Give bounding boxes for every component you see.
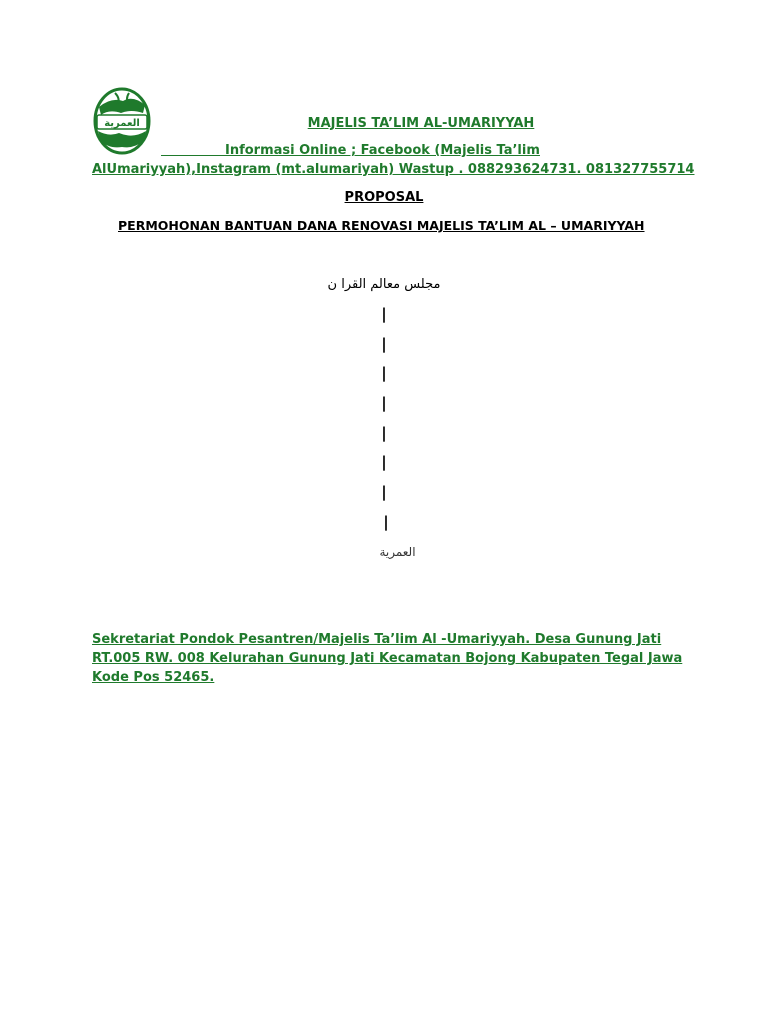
address-line-2: RT.005 RW. 008 Kelurahan Gunung Jati Kecamatan Bojong Kabupaten Tegal Jawa bbox=[92, 651, 683, 666]
arabic-heading: مجلس معالم القرا ن bbox=[327, 277, 441, 292]
bar-glyph: | bbox=[381, 305, 387, 323]
secretariat-address bbox=[92, 630, 683, 687]
bar-glyph: | bbox=[381, 334, 387, 353]
bar-glyph: | bbox=[381, 453, 387, 472]
address-line-3: Kode Pos 52465. bbox=[92, 670, 215, 685]
page-title: MAJELIS TA’LIM AL-UMARIYYAH bbox=[307, 116, 535, 131]
vertical-bar-list bbox=[374, 300, 394, 538]
bar-glyph: | bbox=[381, 364, 387, 383]
info-line-1-text: Informasi Online ; Facebook (Majelis Ta’lim bbox=[225, 143, 540, 158]
info-line-1 bbox=[161, 143, 540, 158]
bar-glyph: | bbox=[381, 423, 387, 442]
info-line-2: AlUmariyyah),Instagram (mt.alumariyah) Wastup . 088293624731. 081327755714 bbox=[92, 162, 695, 177]
arabic-footer-word: العمرية bbox=[379, 545, 416, 559]
underline-spacer bbox=[161, 143, 225, 156]
logo-text: العمرية bbox=[104, 118, 140, 129]
subject-heading: PERMOHONAN BANTUAN DANA RENOVASI MAJELIS TA’LIM AL – UMARIYYAH bbox=[118, 218, 645, 233]
address-line-1: Sekretariat Pondok Pesantren/Majelis Ta’lim Al -Umariyyah. Desa Gunung Jati bbox=[92, 632, 662, 647]
bar-glyph: | bbox=[383, 512, 389, 531]
proposal-heading: PROPOSAL bbox=[344, 190, 424, 205]
bar-glyph: | bbox=[381, 394, 387, 413]
bar-glyph: | bbox=[381, 483, 387, 502]
